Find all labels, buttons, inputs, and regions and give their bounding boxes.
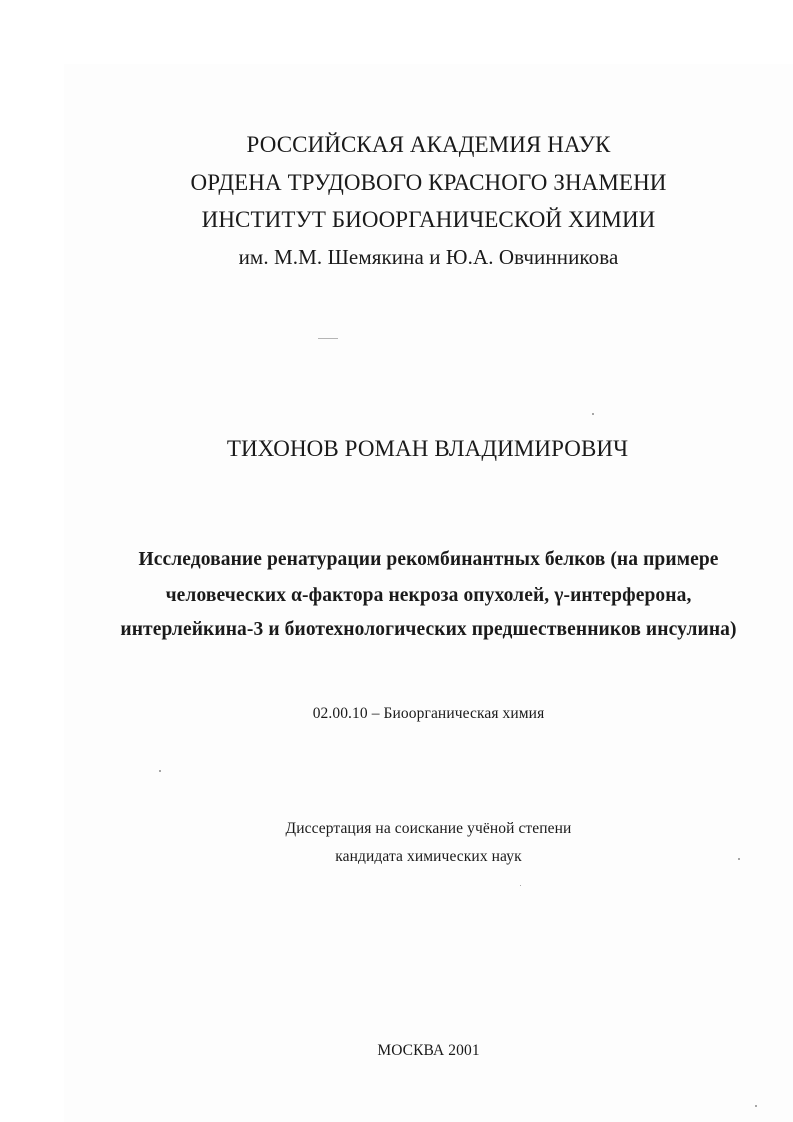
scan-speck	[159, 770, 161, 772]
dissertation-title-line-3: интерлейкина-3 и биотехнологических предшественников инсулина)	[120, 619, 737, 640]
scan-artifact-dash	[318, 338, 338, 339]
institution-line-academy: РОССИЙСКАЯ АКАДЕМИЯ НАУК	[246, 132, 611, 157]
author-name: ТИХОНОВ РОМАН ВЛАДИМИРОВИЧ	[226, 436, 629, 461]
city-and-year: МОСКВА 2001	[377, 1042, 480, 1059]
dissertation-title-line-2: человеческих α-фактора некроза опухолей, γ-интерферона,	[165, 585, 692, 606]
scan-speck	[755, 1105, 757, 1107]
institution-line-named-after: им. М.М. Шемякина и Ю.А. Овчинникова	[238, 245, 619, 269]
institution-line-order: ОРДЕНА ТРУДОВОГО КРАСНОГО ЗНАМЕНИ	[190, 170, 667, 195]
scan-speck	[592, 413, 594, 415]
dissertation-title-line-1: Исследование ренатурации рекомбинантных белков (на примере	[138, 549, 719, 570]
scan-speck	[520, 885, 521, 886]
institution-line-institute: ИНСТИТУТ БИООРГАНИЧЕСКОЙ ХИМИИ	[201, 207, 656, 232]
scan-speck	[738, 858, 740, 860]
degree-statement-line-2: кандидата химических наук	[335, 848, 522, 865]
degree-statement-line-1: Диссертация на соискание учёной степени	[285, 820, 572, 837]
specialty-code: 02.00.10 – Биоорганическая химия	[312, 705, 545, 722]
